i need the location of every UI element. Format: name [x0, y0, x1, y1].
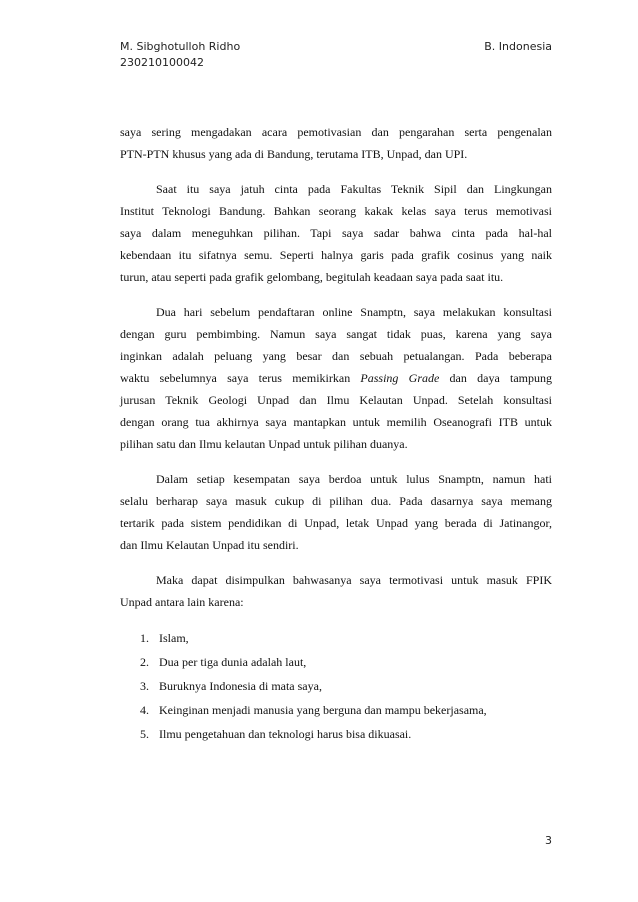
paragraph-line: saya sering mengadakan acara pemotivasian dan pengarahan serta pengenalan — [120, 125, 552, 139]
paragraph-line: turun, atau seperti pada grafik gelombang, begitulah keadaan saya pada saat itu. — [120, 270, 504, 284]
student-id: 230210100042 — [120, 56, 204, 69]
list-item-text: Buruknya Indonesia di mata saya, — [159, 679, 322, 693]
paragraph-line: Saat itu saya jatuh cinta pada Fakultas Teknik Sipil dan Lingkungan — [156, 182, 552, 196]
paragraph-line: kebendaan itu sifatnya semu. Seperti halnya garis pada grafik cosinus yang naik — [120, 248, 552, 262]
list-item-number: 2. — [140, 655, 149, 669]
list-item-number: 4. — [140, 703, 149, 717]
paragraph-line: saya dalam meneguhkan pilihan. Tapi saya sadar bahwa cinta pada hal-hal — [120, 226, 552, 240]
list-item-text: Ilmu pengetahuan dan teknologi harus bisa dikuasai. — [159, 727, 412, 741]
page-header — [120, 39, 552, 71]
list-item-text: Dua per tiga dunia adalah laut, — [159, 655, 307, 669]
paragraph — [120, 569, 552, 613]
italic-term: Passing Grade — [360, 371, 440, 385]
paragraph-line: pilihan satu dan Ilmu kelautan Unpad untuk pilihan duanya. — [120, 437, 408, 451]
list-item — [120, 698, 552, 722]
paragraph — [120, 301, 552, 455]
list-item-number: 1. — [140, 631, 149, 645]
author-name: M. Sibghotulloh Ridho — [120, 40, 241, 53]
paragraph-line: Institut Teknologi Bandung. Bahkan seorang kakak kelas saya terus memotivasi — [120, 204, 552, 218]
paragraph — [120, 468, 552, 556]
paragraph-line: PTN-PTN khusus yang ada di Bandung, terutama ITB, Unpad, dan UPI. — [120, 147, 468, 161]
paragraph-line: inginkan adalah peluang yang besar dan sebuah petualangan. Pada beberapa — [120, 349, 552, 363]
list-item — [120, 626, 552, 650]
list-item — [120, 650, 552, 674]
paragraph-line: selalu berharap saya masuk cukup di pilihan dua. Pada dasarnya saya memang — [120, 494, 552, 508]
paragraph-line: dan Ilmu Kelautan Unpad itu sendiri. — [120, 538, 299, 552]
reasons-list — [120, 626, 552, 746]
paragraph — [120, 178, 552, 288]
paragraph-line: tertarik pada sistem pendidikan di Unpad, letak Unpad yang berada di Jatinangor, — [120, 516, 552, 530]
course-name: B. Indonesia — [484, 40, 552, 53]
list-item-text: Islam, — [159, 631, 189, 645]
paragraph-line: dengan orang tua akhirnya saya mantapkan untuk memilih Oseanografi ITB untuk — [120, 415, 552, 429]
list-item-text: Keinginan menjadi manusia yang berguna dan mampu bekerjasama, — [159, 703, 487, 717]
document-body — [120, 121, 552, 746]
paragraph-line: dengan guru pembimbing. Namun saya sangat tidak puas, karena yang saya — [120, 327, 552, 341]
paragraph-line: jurusan Teknik Geologi Unpad dan Ilmu Kelautan Unpad. Setelah konsultasi — [120, 393, 552, 407]
paragraph-line: Unpad antara lain karena: — [120, 595, 244, 609]
list-item — [120, 722, 552, 746]
page-number: 3 — [545, 834, 552, 847]
paragraph-line: waktu sebelumnya saya terus memikirkan Passing Grade dan daya tampung — [120, 371, 552, 385]
list-item — [120, 674, 552, 698]
paragraph-line: Dua hari sebelum pendaftaran online Snamptn, saya melakukan konsultasi — [156, 305, 552, 319]
paragraph-line: Dalam setiap kesempatan saya berdoa untuk lulus Snamptn, namun hati — [156, 472, 552, 486]
list-item-number: 5. — [140, 727, 149, 741]
paragraph — [120, 121, 552, 165]
list-item-number: 3. — [140, 679, 149, 693]
paragraph-line: Maka dapat disimpulkan bahwasanya saya termotivasi untuk masuk FPIK — [156, 573, 552, 587]
